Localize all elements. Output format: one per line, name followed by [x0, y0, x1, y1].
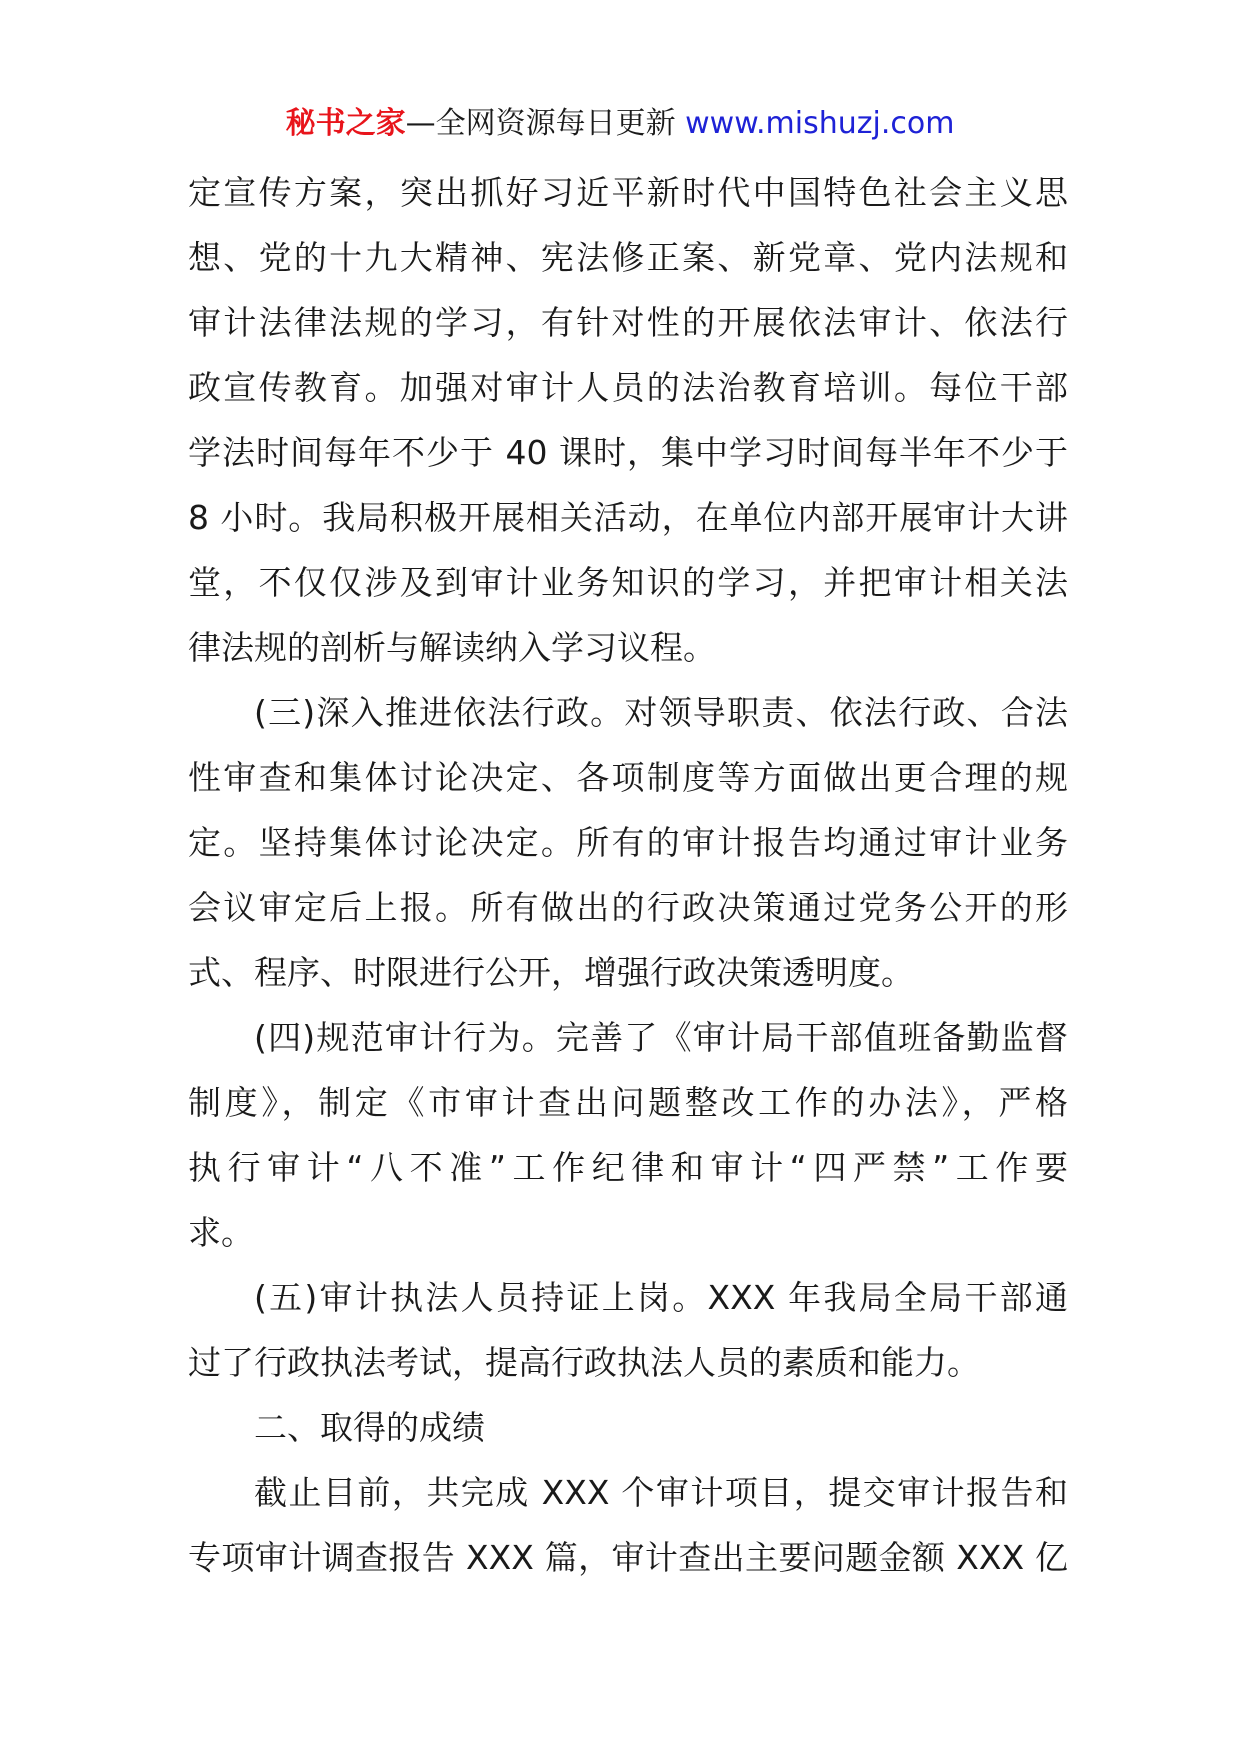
site-header: [0, 104, 1240, 144]
text-line: 8 小时。我局积极开展相关活动，在单位内部开展审计大讲: [188, 498, 1068, 537]
text-line: 想、党的十九大精神、宪法修正案、新党章、党内法规和: [188, 238, 1068, 277]
text-line: 专项审计调查报告 XXX 篇，审计查出主要问题金额 XXX 亿: [188, 1538, 1068, 1577]
text-line: (四)规范审计行为。完善了《审计局干部值班备勤监督: [254, 1018, 1068, 1057]
text-line: 审计法律法规的学习，有针对性的开展依法审计、依法行: [188, 303, 1068, 342]
text-line: 定。坚持集体讨论决定。所有的审计报告均通过审计业务: [188, 823, 1068, 862]
text-line: 学法时间每年不少于 40 课时，集中学习时间每半年不少于: [188, 433, 1068, 472]
text-line: 截止目前，共完成 XXX 个审计项目，提交审计报告和: [254, 1473, 1068, 1512]
text-line: 定宣传方案，突出抓好习近平新时代中国特色社会主义思: [188, 173, 1068, 212]
text-line: 式、程序、时限进行公开，增强行政决策透明度。: [188, 953, 914, 992]
text-line: 二、取得的成绩: [254, 1408, 485, 1447]
text-line: 堂，不仅仅涉及到审计业务知识的学习，并把审计相关法: [188, 563, 1068, 602]
text-line: 律法规的剖析与解读纳入学习议程。: [188, 628, 716, 667]
text-line: 政宣传教育。加强对审计人员的法治教育培训。每位干部: [188, 368, 1068, 407]
text-line: 性审查和集体讨论决定、各项制度等方面做出更合理的规: [188, 758, 1068, 797]
text-line: 制度》，制定《市审计查出问题整改工作的办法》，严格: [188, 1083, 1068, 1122]
text-line: 求。: [188, 1213, 254, 1252]
text-line: 执行审计“八不准”工作纪律和审计“四严禁”工作要: [188, 1148, 1068, 1187]
text-line: (三)深入推进依法行政。对领导职责、依法行政、合法: [254, 693, 1068, 732]
text-line: 过了行政执法考试，提高行政执法人员的素质和能力。: [188, 1343, 980, 1382]
site-url-link[interactable]: www.mishuzj.com: [685, 106, 955, 141]
document-body: [188, 160, 1068, 1590]
site-brand: 秘书之家: [285, 106, 406, 141]
text-line: (五)审计执法人员持证上岗。XXX 年我局全局干部通: [254, 1278, 1068, 1317]
text-line: 会议审定后上报。所有做出的行政决策通过党务公开的形: [188, 888, 1068, 927]
site-tagline: —全网资源每日更新: [405, 106, 676, 141]
